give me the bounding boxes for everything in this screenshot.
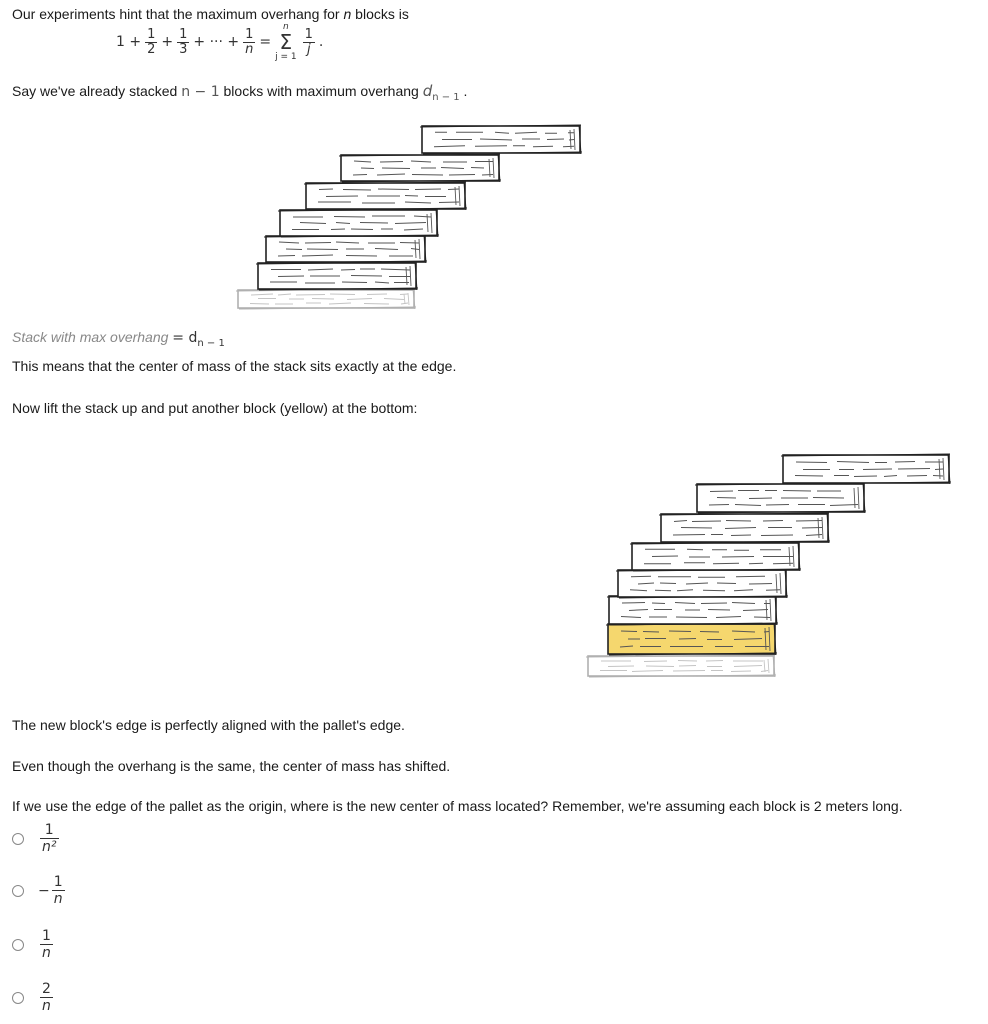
wood-grain bbox=[803, 469, 943, 470]
wood-block bbox=[341, 155, 499, 181]
block-outline bbox=[420, 125, 582, 154]
wood-grain bbox=[293, 216, 431, 217]
figure-caption: Stack with max overhang = $d_{n - 1}$ bbox=[12, 329, 225, 349]
say-line: Say we've already stacked n − 1 blocks with maximum overhang $d_{n - 1}$ . bbox=[12, 82, 468, 103]
end-grain bbox=[789, 546, 794, 567]
block-outline bbox=[606, 623, 777, 655]
block-outline bbox=[304, 182, 467, 210]
block-outline bbox=[339, 154, 501, 182]
wood-grain bbox=[673, 535, 822, 536]
wood-grain bbox=[629, 610, 768, 611]
wood-grain bbox=[631, 576, 765, 577]
wood-block bbox=[661, 514, 828, 542]
radio-button[interactable] bbox=[12, 885, 24, 897]
wood-grain bbox=[286, 249, 419, 250]
wood-grain bbox=[652, 556, 793, 557]
wood-grain bbox=[608, 666, 762, 667]
wood-grain bbox=[644, 563, 793, 564]
answer-option-4[interactable]: $\frac{2}{n}$ bbox=[12, 981, 55, 1014]
block-outline bbox=[695, 483, 866, 513]
answer-option-1[interactable]: $\frac{1}{\text{n²}}$ bbox=[12, 822, 61, 855]
end-grain bbox=[776, 573, 781, 594]
fraction: $\frac{1}{n}$ bbox=[245, 26, 254, 57]
wood-grain bbox=[319, 189, 459, 190]
wood-grain bbox=[292, 229, 423, 230]
end-grain bbox=[489, 158, 494, 178]
wood-grain bbox=[709, 505, 858, 506]
wood-block bbox=[697, 484, 864, 512]
pallet bbox=[588, 656, 774, 676]
block-outline bbox=[586, 655, 776, 677]
end-grain bbox=[427, 213, 432, 233]
end-grain bbox=[766, 599, 771, 621]
wood-grain bbox=[353, 174, 493, 175]
wood-grain bbox=[717, 498, 844, 499]
wood-block bbox=[280, 210, 437, 236]
wood-block bbox=[258, 263, 416, 289]
harmonic-formula: 1 + $\frac{1}{2}$ + $\frac{1}{3}$ + ··· + $\frac{1}{n}$ = n Σ j = 1 $\frac{1}{j}$ . bbox=[116, 22, 324, 62]
wood-grain bbox=[645, 549, 781, 550]
wood-grain bbox=[258, 299, 404, 300]
lift-line: Now lift the stack up and put another block (yellow) at the bottom: bbox=[12, 400, 418, 416]
radio-button[interactable] bbox=[12, 992, 24, 1004]
wood-grain bbox=[600, 671, 768, 672]
wood-grain bbox=[621, 631, 769, 632]
wood-grain bbox=[674, 521, 822, 522]
end-grain bbox=[765, 627, 770, 651]
wood-block bbox=[266, 236, 425, 262]
block-outline bbox=[256, 262, 418, 290]
wood-grain bbox=[795, 476, 943, 477]
wood-grain bbox=[434, 146, 574, 147]
end-grain bbox=[404, 293, 409, 305]
end-grain bbox=[570, 129, 575, 150]
wood-grain bbox=[796, 462, 943, 463]
end-grain bbox=[455, 186, 460, 206]
wood-block bbox=[609, 596, 776, 624]
wood-block bbox=[618, 570, 786, 597]
shifted-line: Even though the overhang is the same, the center of mass has shifted. bbox=[12, 758, 451, 774]
end-grain bbox=[764, 659, 769, 673]
block-outline bbox=[236, 289, 416, 309]
block-outline bbox=[659, 513, 830, 543]
end-grain bbox=[406, 266, 411, 286]
wood-grain bbox=[318, 202, 459, 203]
wood-grain bbox=[300, 223, 426, 224]
sigma-sum: n Σ j = 1 bbox=[275, 22, 297, 62]
wood-grain bbox=[621, 617, 770, 618]
answer-option-3[interactable]: $\frac{1}{n}$ bbox=[12, 928, 55, 961]
wood-block bbox=[306, 183, 465, 209]
wood-grain bbox=[601, 661, 763, 662]
block-outline bbox=[264, 235, 427, 263]
block-outline bbox=[607, 595, 778, 625]
radio-button[interactable] bbox=[12, 833, 24, 845]
wood-grain bbox=[270, 282, 409, 283]
end-grain bbox=[818, 517, 823, 539]
wood-grain bbox=[620, 646, 769, 647]
wood-grain bbox=[278, 276, 410, 277]
radio-button[interactable] bbox=[12, 939, 24, 951]
wood-grain bbox=[630, 590, 780, 591]
wood-grain bbox=[361, 168, 484, 169]
intro-text: Our experiments hint that the maximum overhang for n blocks is bbox=[12, 6, 409, 22]
wood-grain bbox=[354, 161, 493, 162]
wood-block bbox=[783, 455, 949, 483]
wood-grain bbox=[442, 139, 574, 140]
block-outline bbox=[781, 454, 951, 484]
wood-grain bbox=[681, 528, 822, 529]
wood-block bbox=[632, 543, 799, 570]
wood-grain bbox=[250, 303, 408, 304]
fraction: $\frac{1}{2}$ bbox=[147, 26, 156, 57]
end-grain bbox=[854, 487, 859, 509]
pallet bbox=[238, 290, 414, 308]
answer-option-2[interactable]: − $\frac{1}{n}$ bbox=[12, 874, 67, 907]
aligned-line: The new block's edge is perfectly aligned with the pallet's edge. bbox=[12, 717, 405, 733]
end-grain bbox=[939, 458, 944, 480]
center-line: This means that the center of mass of the stack sits exactly at the edge. bbox=[12, 358, 457, 374]
wood-grain bbox=[278, 255, 413, 256]
wood-grain bbox=[279, 242, 419, 243]
fraction: $\frac{1}{j}$ bbox=[304, 26, 313, 57]
wood-grain bbox=[435, 132, 574, 133]
wood-grain bbox=[710, 491, 841, 492]
fraction: $\frac{1}{3}$ bbox=[179, 26, 188, 57]
block-outline bbox=[616, 569, 788, 598]
wood-grain bbox=[638, 583, 772, 584]
wood-grain bbox=[251, 294, 408, 295]
wood-block bbox=[422, 126, 580, 153]
wood-grain bbox=[622, 603, 770, 604]
block-outline bbox=[278, 209, 439, 237]
end-grain bbox=[415, 239, 420, 259]
wood-grain bbox=[326, 196, 446, 197]
wood-grain bbox=[628, 639, 762, 640]
wood-grain bbox=[271, 269, 410, 270]
block-outline bbox=[630, 542, 801, 571]
question-text: If we use the edge of the pallet as the origin, where is the new center of mass located? Remember, we're assuming each block is 2 meters long. bbox=[12, 798, 903, 814]
yellow-block bbox=[608, 624, 775, 654]
